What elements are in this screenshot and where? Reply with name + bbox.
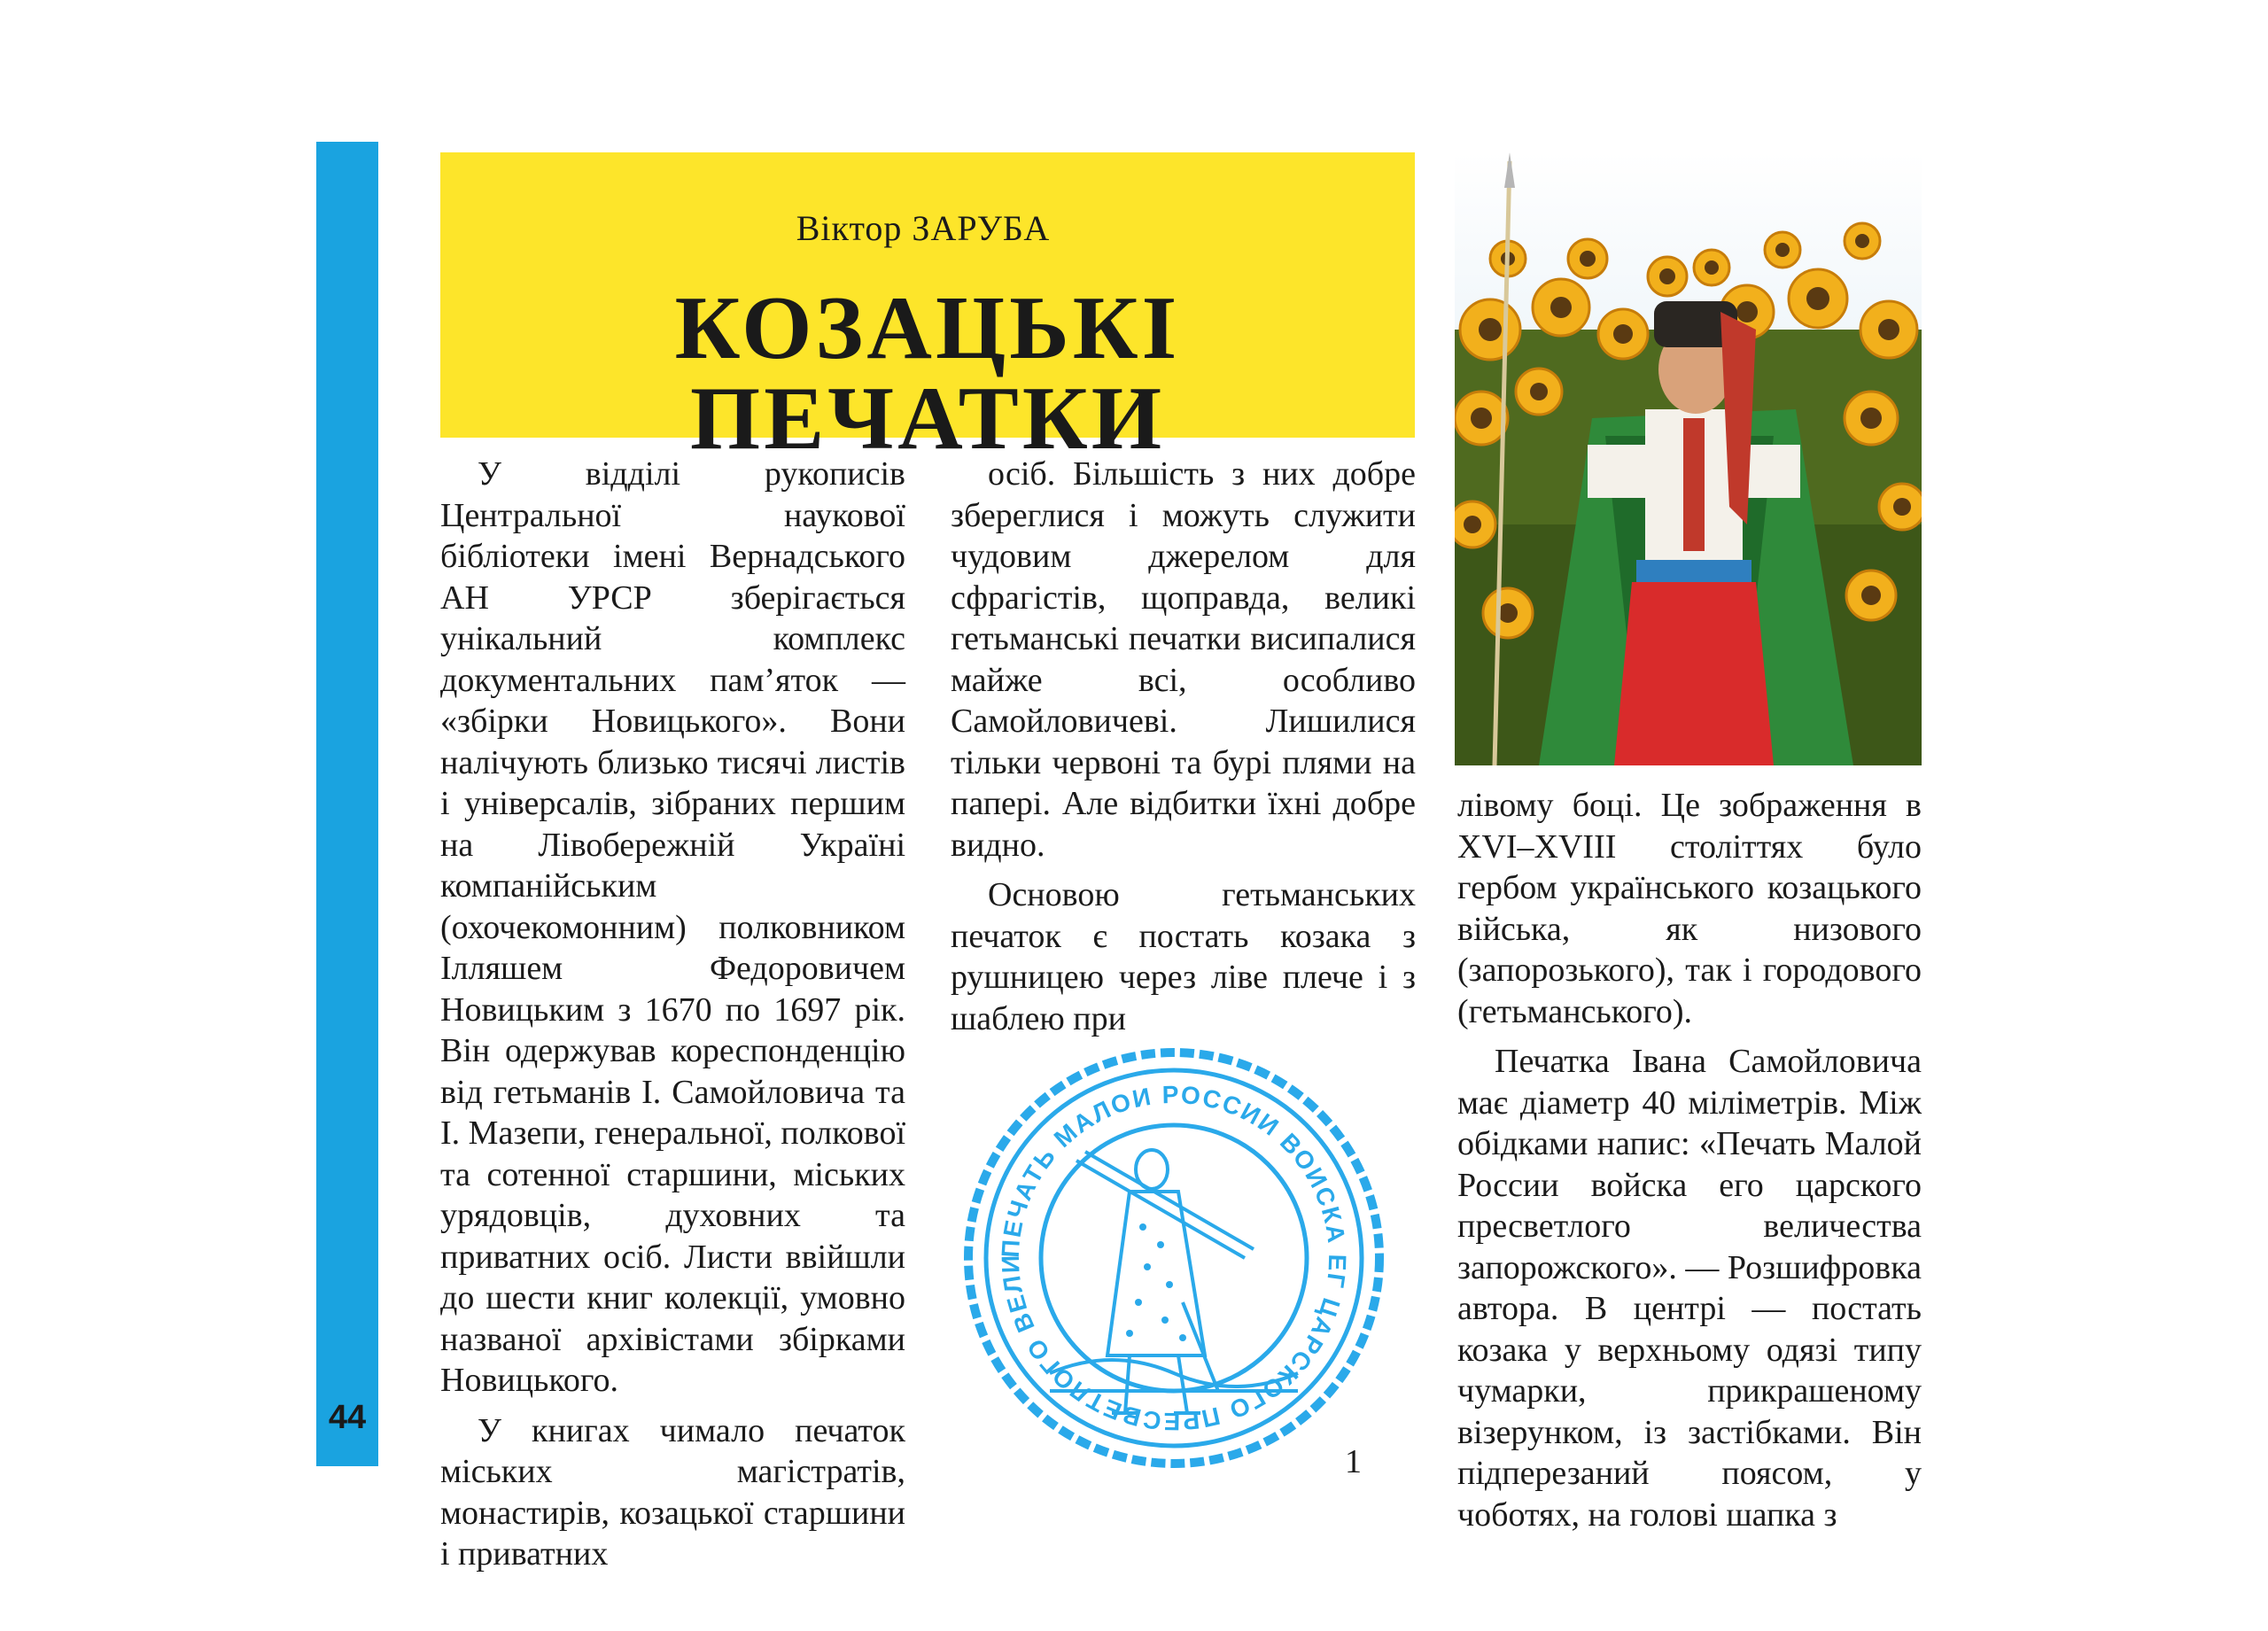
article-header (440, 152, 1415, 469)
paragraph: Основою гетьманських печаток є постать козака з рушницею через ліве плече і з шаблею при (951, 876, 1416, 1037)
text-column-2 (951, 454, 1416, 1039)
paragraph: У книгах чимало печаток міських магістратів, монастирів, козацької старшини і приватних (440, 1411, 905, 1573)
paragraph: лівому боці. Це зображення в XVI–XVIII століттях було гербом українського козацького війська, як низового (запорозького), так і городового (гетьманського). (1457, 787, 1922, 1030)
paragraph: осіб. Більшість з них добре збереглися і можуть служити чудовим джерелом для сфрагістів, щоправда, великі гетьманські печатки висипалися майже всі, особливо Самойловичеві. Лишилися тільки червоні та бурі плями на папері. Але відбитки їхні добре видно. (951, 455, 1416, 864)
paragraph: У відділі рукописів Центральної наукової бібліотеки імені Вернадського АН УРСР зберігається унікальний комплекс документальних пам’яток — «збірки Новицького». Вони налічують близько тисячі листів і універсалів, зібраних першим на Лівобережній Україні компанійським (охочекомонним) полковником Ілляшем Федоровичем Новицьким з 1670 по 1697 рік. Він одержував кореспонденцію від гетьманів І. Самойловича та І. Мазепи, генеральної, полкової та сотенної старшини, міських урядовців, духовних та приватних осіб. Листи ввійшли до шести книг колекції, умовно названої архівістами збірками Новицького. (440, 455, 905, 1399)
text-column-3 (1457, 785, 1922, 1535)
text-column-1 (440, 454, 905, 1575)
seal-number: 1 (1345, 1443, 1362, 1480)
article-author: Віктор ЗАРУБА (796, 208, 1051, 248)
page-number: 44 (328, 1399, 367, 1436)
seal-inscription: ПЕЧАТЬ МАЛОИ РОССИИ ВОИСКА ЕГ ЦАРСКОГО ПРЕСВЕТЛОГО ВЕЛИ (996, 1080, 1352, 1436)
article-title: КОЗАЦЬКІ ПЕЧАТКИ (674, 278, 1181, 469)
paragraph: Печатка Івана Самойловича має діаметр 40 міліметрів. Між обідками напис: «Печать Малой России войска его царского пресветлого величества запорожского». — Розшифровка автора. В центрі — постать козака у верхньому одязі типу чумарки, прикрашеному візерунком, із застібками. Він підперезаний поясом, у чоботях, на голові шапка з (1457, 1043, 1922, 1534)
cossack-photo (1455, 152, 1922, 765)
page-sidebar-bar (316, 142, 378, 1466)
cossack-seal-image (952, 1037, 1395, 1480)
